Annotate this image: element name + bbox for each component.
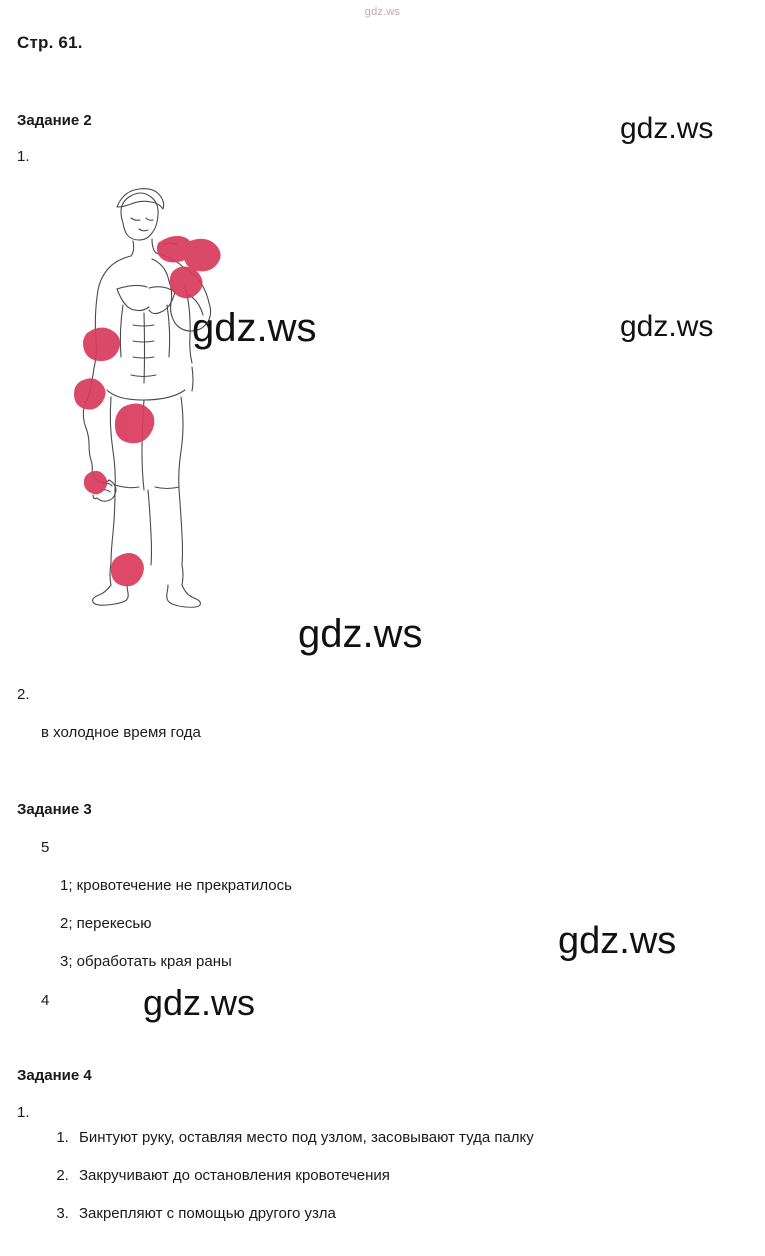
page-label: Стр. 61. — [17, 33, 83, 52]
task4-item1-number: 1. — [17, 1104, 30, 1121]
task2-item2-text: в холодное время года — [41, 724, 201, 741]
task3-line-2: 2; перекесью — [60, 915, 152, 932]
list-item: 1. Бинтуют руку, оставляя место под узлом, засовывают туда палку — [73, 1130, 765, 1145]
task3-line-4: 4 — [41, 992, 50, 1009]
watermark: gdz.ws — [620, 112, 714, 145]
task-heading-3: Задание 3 — [17, 801, 92, 818]
watermark: gdz.ws — [620, 310, 714, 343]
task4-steps-list — [41, 1130, 765, 1244]
task-heading-2: Задание 2 — [17, 112, 92, 129]
watermark: gdz.ws — [558, 920, 677, 962]
task3-answer-top: 5 — [41, 839, 50, 856]
task2-item2-number: 2. — [17, 686, 30, 703]
task3-line-1: 1; кровотечение не прекратилось — [60, 877, 292, 894]
list-item: 3. Закрепляют с помощью другого узла — [73, 1206, 765, 1221]
watermark: gdz.ws — [298, 612, 423, 656]
human-body-pressure-points-diagram — [45, 185, 290, 625]
task2-item1-number: 1. — [17, 148, 30, 165]
watermark: gdz.ws — [143, 982, 256, 1023]
task-heading-4: Задание 4 — [17, 1067, 92, 1084]
task3-line-3: 3; обработать края раны — [60, 953, 232, 970]
watermark-top: gdz.ws — [364, 6, 401, 18]
watermark: gdz.ws — [192, 306, 317, 350]
list-item: 2. Закручивают до остановления кровотечения — [73, 1168, 765, 1183]
